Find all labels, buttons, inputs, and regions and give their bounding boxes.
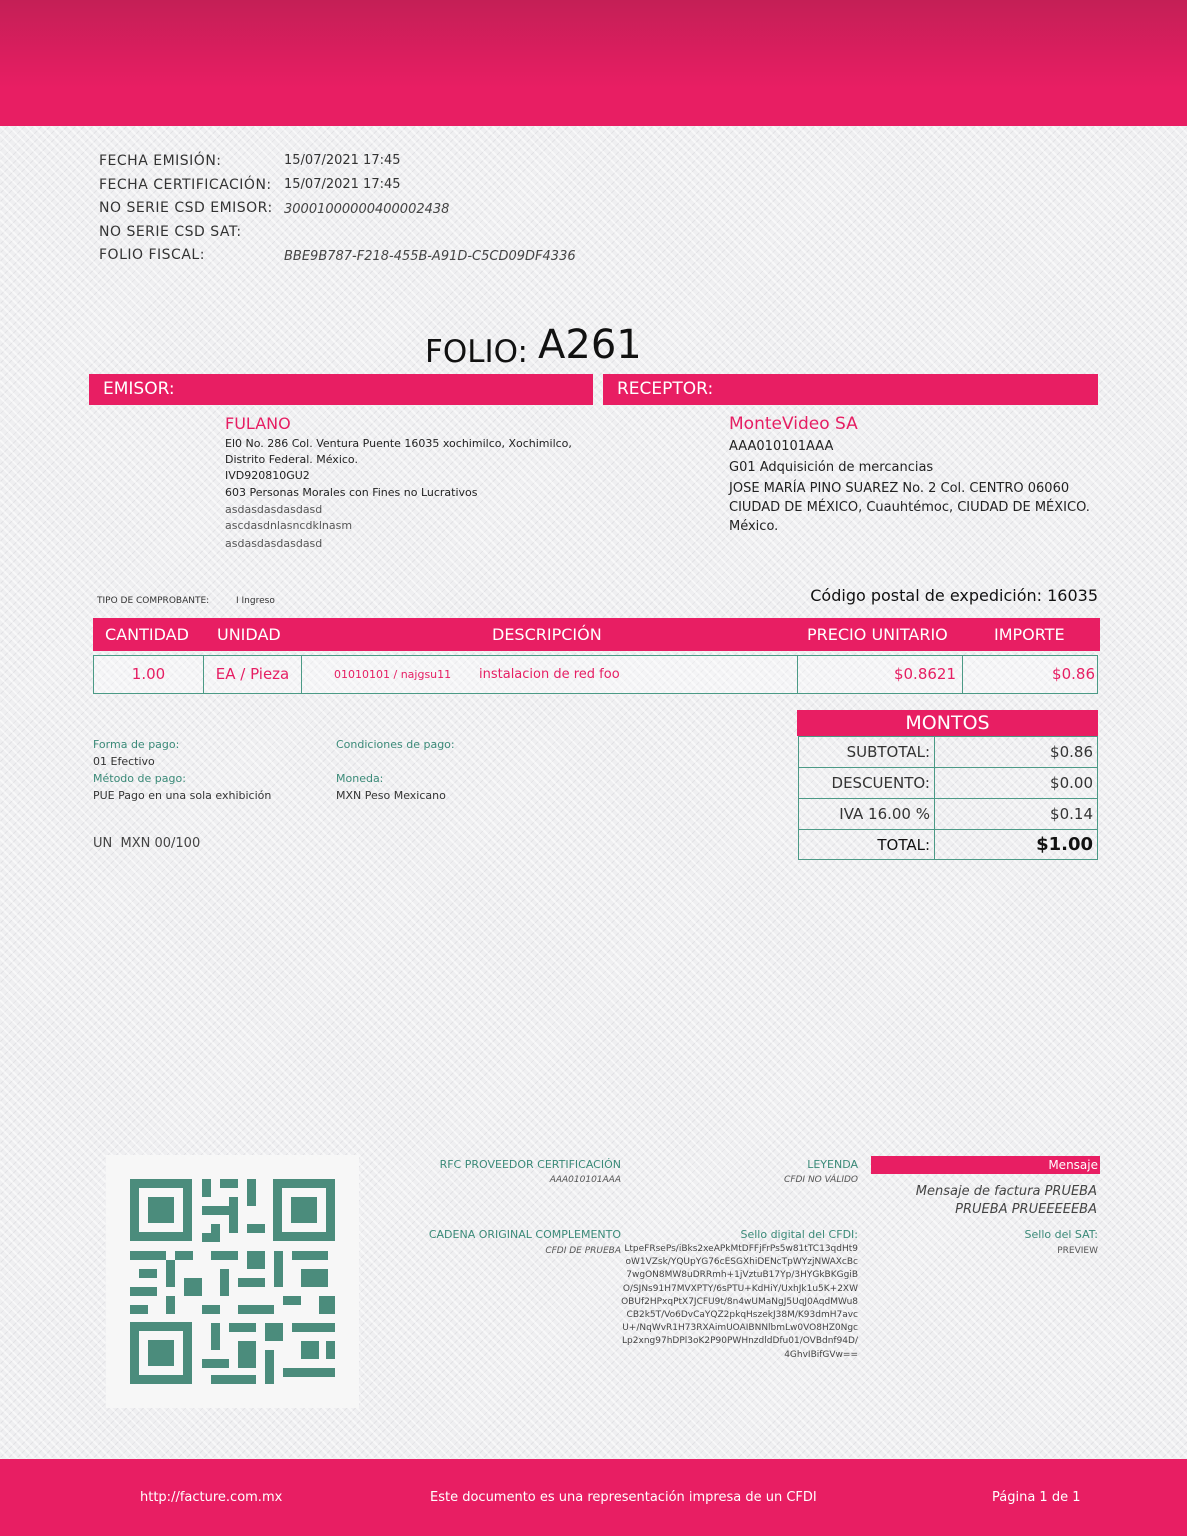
sello-sat-label: Sello del SAT: [1024,1228,1098,1241]
footer-url-link[interactable]: http://facture.com.mx [140,1490,283,1505]
fecha-emision-value: 15/07/2021 17:45 [284,153,401,168]
total-row [799,830,1097,861]
codigo-postal-expedicion: Código postal de expedición: 16035 [810,586,1098,605]
emisor-regimen: 603 Personas Morales con Fines no Lucrativos [225,486,478,499]
receptor-address-line-3: México. [729,519,779,534]
sello-sat-value: PREVIEW [1057,1246,1098,1256]
sello-cfdi-label: Sello digital del CFDI: [740,1228,858,1241]
tipo-comprobante-value: I Ingreso [236,596,275,606]
col-precio-unitario: PRECIO UNITARIO [807,625,948,644]
rfc-proveedor-label: RFC PROVEEDOR CERTIFICACIÓN [439,1158,621,1171]
receptor-address-line-2: CIUDAD DE MÉXICO, Cuauhtémoc, CIUDAD DE MÉXICO. [729,500,1090,515]
subtotal-label: SUBTOTAL: [799,737,935,767]
item-cantidad: 1.00 [94,656,204,693]
total-value: $1.00 [1036,834,1093,855]
iva-value: $0.14 [1050,805,1093,823]
montos-table [798,736,1098,860]
descuento-label: DESCUENTO: [799,768,935,798]
cadena-original-value: CFDI DE PRUEBA [545,1246,621,1256]
serie-sat-label: NO SERIE CSD SAT: [99,224,242,240]
folio-fiscal-label: FOLIO FISCAL: [99,247,205,263]
footer-band [0,1459,1187,1536]
folio-label: FOLIO: [425,334,528,370]
emisor-rfc: IVD920810GU2 [225,469,310,482]
total-label: TOTAL: [799,830,935,860]
item-precio-unitario: $0.8621 [798,656,963,693]
item-clave: 01010101 / najgsu11 [334,668,452,681]
receptor-uso-cfdi: G01 Adquisición de mercancias [729,460,934,475]
montos-title: MONTOS [797,710,1098,736]
iva-label: IVA 16.00 % [799,799,935,829]
items-table-header [93,618,1100,651]
mensaje-text: Mensaje de factura PRUEBA PRUEBA PRUEEEEEBA [915,1184,1097,1217]
receptor-header: RECEPTOR: [603,374,1098,405]
descuento-row [799,768,1097,799]
leyenda-value: CFDI NO VÁLIDO [784,1175,858,1185]
leyenda-label: LEYENDA [807,1158,858,1171]
serie-emisor-value: 30001000000400002438 [284,202,450,217]
iva-row [799,799,1097,830]
sello-cfdi-value: LtpeFRsePs/iBks2xeAPkMtDFFjFrPs5w81tTC13qdHt9oW1VZsk/YQUpYG76cESGXhiDENcTpWYzjNWAXcBc7wgON8MW8uDRRmh+1jVztuB17Yp/3HYGkBKGgiBO/SJNs91H7MVXPTY/6sPTU+KdHiY/UxhJk1u5K+2XWOBUf2HPxqPtX7JCFU9t/8n4wUMaNgJ5UqJ0AqdMWu8CB2k5T/Vo6DvCaYQZ2pkqHszekJ38M/K93dmH7avcU+/NqWvR1H73RXAimUOAIBNNlbmLw0VO8HZ0NgcLp2xng97hDPl3oK2P90PWHnzdldDfu01/OVBdnf94D/4GhvIBifGVw== [621,1244,858,1360]
serie-emisor-label: NO SERIE CSD EMISOR: [99,200,273,216]
rfc-proveedor-value: AAA010101AAA [549,1175,621,1185]
emisor-name: FULANO [225,414,291,433]
item-unidad: EA / Pieza [204,656,302,693]
receptor-name: MonteVideo SA [729,414,858,434]
emisor-address-line-1: El0 No. 286 Col. Ventura Puente 16035 xochimilco, Xochimilco, [225,437,572,450]
importe-con-letra: UN MXN 00/100 [93,836,201,851]
footer-page-number: Página 1 de 1 [992,1490,1081,1505]
table-row [93,655,1098,694]
cadena-original-label: CADENA ORIGINAL COMPLEMENTO [428,1228,621,1241]
subtotal-row [799,737,1097,768]
fecha-certificacion-value: 15/07/2021 17:45 [284,177,401,192]
col-cantidad: CANTIDAD [105,625,189,644]
forma-pago-label: Forma de pago: [93,738,180,751]
moneda-value: MXN Peso Mexicano [336,789,446,802]
emisor-extra-1: asdasdasdasdasd [225,503,323,516]
metodo-pago-label: Método de pago: [93,772,186,785]
qr-code-icon [106,1155,359,1408]
item-descripcion-cell [302,656,798,693]
forma-pago-value: 01 Efectivo [93,755,155,768]
emisor-header: EMISOR: [89,374,593,405]
fecha-certificacion-label: FECHA CERTIFICACIÓN: [99,177,272,193]
condiciones-pago-label: Condiciones de pago: [336,738,455,751]
descuento-value: $0.00 [1050,774,1093,792]
emisor-address-line-2: Distrito Federal. México. [225,453,358,466]
item-descripcion: instalacion de red foo [479,667,620,682]
top-header-band [0,0,1187,126]
col-descripcion: DESCRIPCIÓN [492,625,602,644]
qr-code [106,1155,359,1408]
fecha-emision-label: FECHA EMISIÓN: [99,153,222,169]
moneda-label: Moneda: [336,772,384,785]
emisor-extra-3: asdasdasdasdasd [225,537,323,550]
mensaje-header: Mensaje [871,1156,1100,1174]
footer-representacion: Este documento es una representación impresa de un CFDI [430,1490,817,1505]
metodo-pago-value: PUE Pago en una sola exhibición [93,789,272,802]
subtotal-value: $0.86 [1050,743,1093,761]
col-importe: IMPORTE [994,625,1065,644]
receptor-address-line-1: JOSE MARÍA PINO SUAREZ No. 2 Col. CENTRO 06060 [729,481,1070,496]
tipo-comprobante-label: TIPO DE COMPROBANTE: [97,596,210,606]
emisor-extra-2: ascdasdnlasncdklnasm [225,519,353,532]
col-unidad: UNIDAD [217,625,281,644]
folio-fiscal-value: BBE9B787-F218-455B-A91D-C5CD09DF4336 [284,249,576,264]
receptor-rfc: AAA010101AAA [729,439,834,454]
item-importe: $0.86 [1052,665,1095,683]
folio-number: A261 [538,322,642,368]
